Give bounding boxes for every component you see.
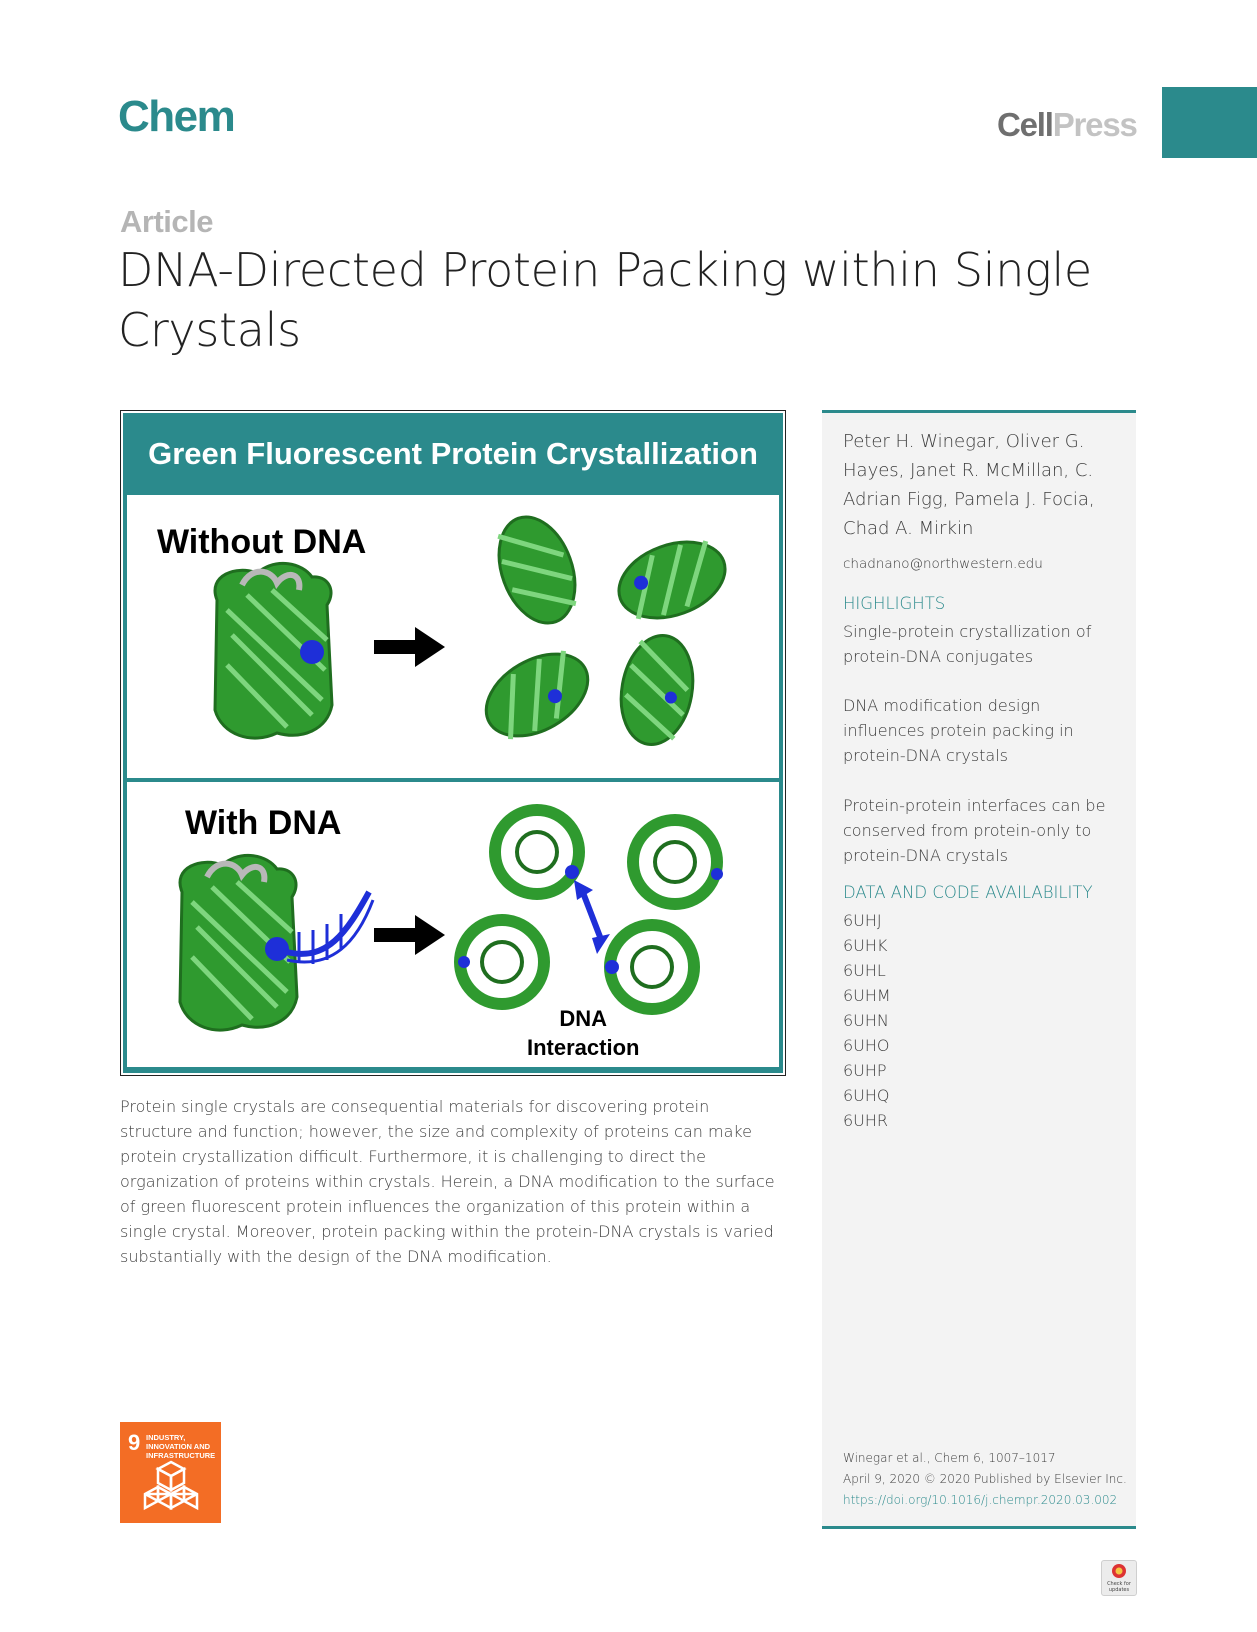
sdg-number: 9 <box>128 1430 141 1455</box>
dna-interaction-label <box>527 1004 639 1062</box>
gfp-dna-conjugate-icon <box>180 855 373 1030</box>
panel-with-dna <box>127 782 779 1067</box>
highlight-item: DNA modification design influences protein packing in protein-DNA crystals <box>843 696 1074 765</box>
ordered-crystal-icon <box>458 810 723 1009</box>
citation: Winegar et al., Chem 6, 1007–1017 <box>843 1451 1056 1465</box>
graphical-abstract <box>120 410 786 1076</box>
section-tab <box>1162 87 1257 158</box>
pdb-code: 6UHP <box>843 1061 887 1080</box>
publisher-logo-part1: Cell <box>997 106 1053 143</box>
author-list: Peter H. Winegar, Oliver G. Hayes, Janet R. McMillan, C. Adrian Figg, Pamela J. Focia, Chad A. Mirkin <box>843 431 1095 539</box>
dna-interaction-line2: Interaction <box>527 1035 640 1060</box>
pdb-code-list <box>843 908 891 1133</box>
pdb-code: 6UHL <box>843 961 886 980</box>
arrow-icon <box>374 627 445 667</box>
with-dna-label: With DNA <box>185 804 342 842</box>
pdb-code: 6UHR <box>843 1111 889 1130</box>
disordered-proteins-icon <box>472 506 736 752</box>
highlight-item: Protein-protein interfaces can be conserved from protein-only to protein-DNA crystals <box>843 796 1106 865</box>
gfp-protein-icon <box>215 563 332 738</box>
highlights-heading: HIGHLIGHTS <box>843 594 946 613</box>
without-dna-label: Without DNA <box>157 523 367 561</box>
sdg-label: INDUSTRY, INNOVATION AND INFRASTRUCTURE <box>146 1433 216 1460</box>
pdb-code: 6UHO <box>843 1036 890 1055</box>
citation-block <box>843 1448 1127 1511</box>
doi-link[interactable]: https://doi.org/10.1016/j.chempr.2020.03.002 <box>843 1493 1118 1507</box>
check-updates-button[interactable] <box>1101 1560 1137 1596</box>
article-type: Article <box>120 204 213 239</box>
check-updates-label: Check for updates <box>1107 1581 1131 1593</box>
data-availability-heading: DATA AND CODE AVAILABILITY <box>843 883 1093 902</box>
publisher-logo <box>997 106 1137 144</box>
pdb-code: 6UHM <box>843 986 891 1005</box>
highlight-item: Single-protein crystallization of protein-DNA conjugates <box>843 622 1092 666</box>
sdg-badge <box>120 1422 221 1523</box>
pdb-code: 6UHN <box>843 1011 889 1030</box>
pdb-code: 6UHK <box>843 936 888 955</box>
article-sidebar <box>822 410 1136 1529</box>
bookmark-icon <box>1102 1561 1136 1581</box>
arrow-icon <box>374 915 445 955</box>
pdb-code: 6UHJ <box>843 911 882 930</box>
summary-paragraph: Protein single crystals are consequential materials for discovering protein structure and function; however, the size and complexity of proteins can make protein crystallization difficult. Furthermore, it is challenging to direct the organization of proteins within crystals. Herein, a DNA modification to the surface of green fluorescent protein influences the organization of this protein within a single crystal. Moreover, protein packing within the protein-DNA crystals is varied substantially with the design of the DNA modification. <box>120 1097 775 1266</box>
dna-interaction-line1: DNA <box>559 1006 608 1031</box>
publisher-logo-part2: Press <box>1052 106 1137 143</box>
journal-logo: Chem <box>118 92 235 141</box>
cubes-icon <box>142 1460 200 1518</box>
pdb-code: 6UHQ <box>843 1086 890 1105</box>
article-title: DNA-Directed Protein Packing within Single Crystals <box>118 243 1092 357</box>
graphical-abstract-frame <box>123 413 783 1073</box>
graphical-abstract-header: Green Fluorescent Protein Crystallization <box>148 435 758 471</box>
panel-without-dna <box>127 495 779 778</box>
publication-date: April 9, 2020 © 2020 Published by Elsevier Inc. <box>843 1472 1127 1486</box>
correspondence-email[interactable]: chadnano@northwestern.edu <box>843 556 1043 572</box>
